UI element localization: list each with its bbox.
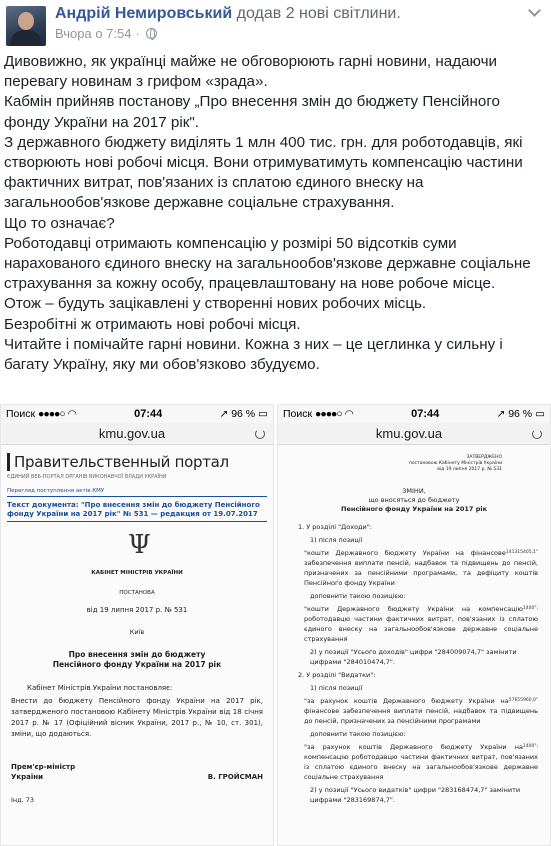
- signal-icon: ●●●●○: [315, 408, 342, 420]
- approval-stamp: ЗАТВЕРДЖЕНО постановою Кабінету Міністрів України від 19 липня 2017 р. № 531: [408, 455, 502, 472]
- post-header: [0, 0, 551, 50]
- post-text-line: фактичних витрат, пов'язаних із сплатою єдиного внеску на: [4, 174, 424, 192]
- wifi-icon: ◠: [344, 408, 354, 420]
- post-text-line: З державного бюджету виділять 1 млн 400 тис. грн. для роботодавців, які: [4, 133, 523, 151]
- total-expenses-change: 2) у позиції "Усього видатків" цифри "283168474,7" замінити цифрами "283169874,7".: [310, 786, 521, 804]
- chevron-down-icon[interactable]: [528, 4, 541, 17]
- url-bar: [1, 423, 273, 445]
- post-text: [4, 52, 549, 375]
- position-text: 57655960,0" "за рахунок коштів Державного бюджету України на фінансове забезпечення виплати пенсій, надбавок та підвищень до пенсій, призначених за пенсійними програмами: [304, 697, 538, 725]
- item-after: 1) після позиції: [310, 536, 363, 544]
- decree-label: ПОСТАНОВА: [119, 590, 155, 596]
- add-position: доповнити такою позицією:: [310, 730, 406, 738]
- post-text-line: перевагу новинам з грифом «зрада».: [4, 73, 268, 91]
- author-name-link[interactable]: Андрій Немировський: [55, 5, 233, 22]
- position-number: 141315405,1": [505, 550, 538, 555]
- amendments-document: [278, 445, 550, 809]
- status-carrier: Поиск ●●●●○ ◠: [283, 408, 354, 420]
- position-number: 1400";: [522, 606, 538, 611]
- cabinet-name: КАБІНЕТ МІНІСТРІВ УКРАЇНИ: [91, 570, 183, 576]
- meta-separator: ·: [135, 26, 140, 41]
- decree-body: Внести до бюджету Пенсійного фонду України на 2017 рік, затвердженого постановою Кабінету Міністрів України від 18 січня 2017 р. № 17 (Офіційний вісник України, 2017 р., № 10, ст. 301), зміни, що додаються.: [11, 697, 263, 738]
- divider: [7, 521, 267, 522]
- post-text-line: Роботодавці отримають компенсацію у розмірі 50 відсотків суми: [4, 234, 457, 252]
- post-text-line: створюють нові робочі місця. Вони отримуватимуть компенсацію частини: [4, 154, 523, 172]
- globe-icon[interactable]: [146, 28, 157, 39]
- signature-row: [7, 762, 267, 782]
- avatar-shoulders: [10, 30, 42, 46]
- avatar[interactable]: [6, 6, 46, 46]
- status-battery: ↗ 96 % ▭: [496, 408, 545, 420]
- reload-icon: [532, 429, 542, 439]
- wifi-icon: ◠: [67, 408, 77, 420]
- add-position: доповнити такою позицією:: [310, 592, 406, 600]
- phone-status-bar: [1, 405, 273, 423]
- url-text: kmu.gov.ua: [375, 426, 443, 441]
- post-text-line: Кабмін прийняв постанову „Про внесення змін до бюджету Пенсійного: [4, 93, 501, 111]
- post-text-line: загальнообов'язкове державне соціальне страхування.: [4, 194, 395, 212]
- status-carrier: Поиск ●●●●○ ◠: [6, 408, 77, 420]
- status-time: 07:44: [134, 408, 163, 420]
- status-battery: ↗ 96 % ▭: [219, 408, 268, 420]
- post-text-line: Дивовижно, як українці майже не обговорюють гарні новини, надаючи: [4, 53, 497, 70]
- position-text: 141315405,1" "кошти Державного бюджету України на фінансове забезпечення виплати пенсій, надбавок та підвищень до пенсій, призначених за пенсійними програмами, та дефіциту коштів Пенсійного фонду України: [304, 549, 538, 587]
- decree-city: Київ: [129, 628, 145, 636]
- total-income-change: 2) у позиції "Усього доходів" цифри "284009074,7" замінити цифрами "284010474,7".: [310, 648, 517, 666]
- post-text-line: багату Україну, яку ми обов'язково збудуємо.: [4, 356, 320, 374]
- url-bar: [278, 423, 550, 445]
- signature-role: Прем'єр-міністр України: [11, 763, 76, 781]
- status-time: 07:44: [411, 408, 440, 420]
- divider: [7, 496, 267, 497]
- phone-status-bar: [278, 405, 550, 423]
- post-text-line: Читайте і помічайте гарні новини. Кожна з них – це цеглинка у сильну і: [4, 335, 503, 353]
- post-text-line: Безробітні ж отримають нові робочі місця.: [4, 315, 301, 333]
- section-expenses: 2. У розділі "Видатки":: [298, 671, 376, 679]
- post-timestamp[interactable]: Вчора о 7:54: [55, 26, 132, 41]
- trident-emblem-icon: [128, 534, 146, 560]
- photo-left[interactable]: [0, 404, 274, 846]
- decree-resolves: Кабінет Міністрів України постановляє:: [27, 684, 173, 692]
- decree-document: [1, 445, 273, 808]
- position-text: 1400"; "кошти Державного бюджету України на компенсацію роботодавцю частини фактичних витрат, пов'язаних із сплатою єдиного внеску на загальнообов'язкове державне соціальне страхування: [304, 605, 538, 643]
- doc-index: Інд. 73: [11, 796, 35, 804]
- photo-right[interactable]: [277, 404, 551, 846]
- decree-title: Про внесення змін до бюджету Пенсійного фонду України на 2017 рік: [52, 650, 222, 669]
- post-text-line: нарахованого єдиного внеску на загальнообов'язкове державне соціальне: [4, 255, 531, 273]
- avatar-face: [18, 12, 34, 30]
- post-text-line: Що то означає?: [4, 214, 115, 232]
- signal-icon: ●●●●○: [38, 408, 65, 420]
- section-income: 1. У розділі "Доходи":: [298, 523, 372, 531]
- decree-date: від 19 липня 2017 р. № 531: [86, 606, 188, 614]
- url-text: kmu.gov.ua: [98, 426, 166, 441]
- author-line: [55, 5, 401, 23]
- post-meta: [55, 26, 157, 41]
- position-number: 57655960,0": [508, 698, 538, 703]
- post-text-line: фонду України на 2017 рік".: [4, 113, 199, 131]
- doc-link: Перегляд поступлення актів КМУ: [7, 488, 105, 494]
- position-text: 1400"; "за рахунок коштів Державного бюджету України на компенсацію роботодавцю частини фактичних витрат, пов'язаних із сплатою єдиного внеску на загальнообов'язкове державне соціальне страхування: [304, 743, 538, 781]
- reload-icon: [255, 429, 265, 439]
- portal-title: Правительственный портал: [7, 453, 267, 471]
- position-number: 1400";: [522, 744, 538, 749]
- portal-bar: [7, 453, 10, 471]
- post-action-text[interactable]: додав 2 нові світлини.: [236, 5, 401, 22]
- item-after: 1) після позиції: [310, 684, 363, 692]
- signature-name: В. ГРОЙСМАН: [207, 773, 263, 781]
- portal-subtitle: ЄДИНИЙ ВЕБ-ПОРТАЛ ОРГАНІВ ВИКОНАВЧОЇ ВЛАДИ УКРАЇНИ: [7, 474, 167, 480]
- doc-heading: Текст документа: "Про внесення змін до бюджету Пенсійного фонду України на 2017 рік" № 531 — редакция от 19.07.2017: [7, 501, 260, 518]
- post-text-line: Отож – будуть зацікавлені у створенні нових робочих місць.: [4, 295, 427, 313]
- post-text-line: страхування за кожну особу, працевлаштовану на нове робоче місце.: [4, 275, 496, 293]
- amendments-title: ЗМІНИ, що вносяться до бюджету Пенсійного фонду України на 2017 рік: [341, 487, 487, 513]
